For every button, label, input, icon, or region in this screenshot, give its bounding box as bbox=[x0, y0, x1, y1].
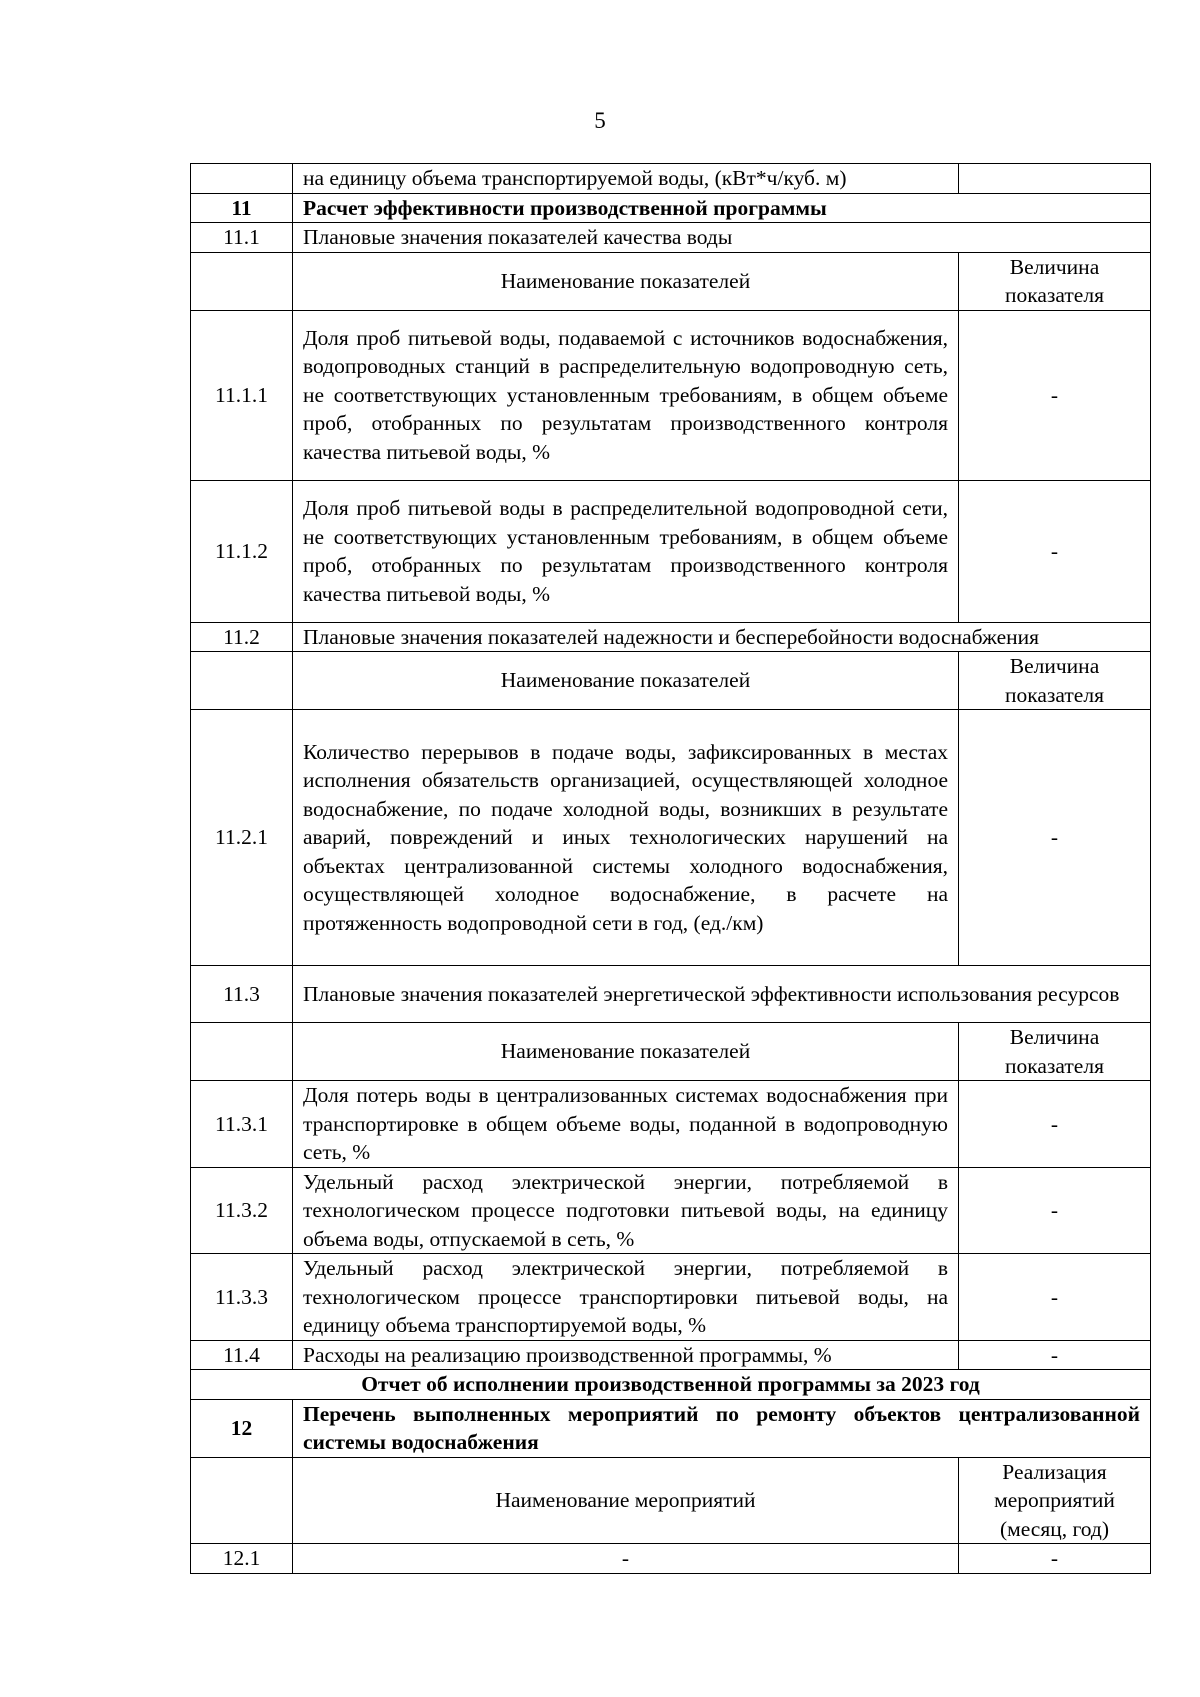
row-number bbox=[191, 1023, 293, 1081]
row-number: 11 bbox=[191, 193, 293, 223]
table-row bbox=[191, 310, 1151, 480]
table-row bbox=[191, 1370, 1151, 1400]
column-header-value: Величина показателя bbox=[959, 252, 1151, 310]
row-number: 11.3 bbox=[191, 966, 293, 1023]
column-header-name: Наименование показателей bbox=[293, 652, 959, 710]
section-title: Перечень выполненных мероприятий по ремонту объектов централизованной системы водоснабжения bbox=[293, 1399, 1151, 1457]
indicator-name: Количество перерывов в подаче воды, зафиксированных в местах исполнения обязательств организацией, осуществляющей холодное водоснабжение, по подаче холодной воды, возникших в результате аварий, повреждений и иных технологических нарушений на объектах централизованной системы холодного водоснабжения, осуществляющей холодное водоснабжение, в расчете на протяженность водопроводной сети в год, (ед./км) bbox=[293, 710, 959, 966]
section-title: Расчет эффективности производственной программы bbox=[293, 193, 1151, 223]
indicator-name: Доля проб питьевой воды, подаваемой с источников водоснабжения, водопроводных станций в распределительную водопроводную сеть, не соответствующих установленным требованиям, в общем объеме проб, отобранных по результатам производственного контроля качества питьевой воды, % bbox=[293, 310, 959, 480]
table-row bbox=[191, 1457, 1151, 1544]
indicator-value: - bbox=[959, 1081, 1151, 1168]
table-row bbox=[191, 1254, 1151, 1341]
row-number: 11.3.3 bbox=[191, 1254, 293, 1341]
report-title: Отчет об исполнении производственной программы за 2023 год bbox=[191, 1370, 1151, 1400]
row-number: 11.1.1 bbox=[191, 310, 293, 480]
row-number: 12.1 bbox=[191, 1544, 293, 1574]
table-row bbox=[191, 193, 1151, 223]
table-row bbox=[191, 1167, 1151, 1254]
indicator-value: - bbox=[959, 1340, 1151, 1370]
row-number: 11.1.2 bbox=[191, 480, 293, 622]
indicator-name: Расходы на реализацию производственной программы, % bbox=[293, 1340, 959, 1370]
row-number bbox=[191, 652, 293, 710]
row-number: 12 bbox=[191, 1399, 293, 1457]
column-header-name: Наименование показателей bbox=[293, 252, 959, 310]
subsection-title: Плановые значения показателей энергетической эффективности использования ресурсов bbox=[293, 966, 1151, 1023]
indicator-name: Удельный расход электрической энергии, потребляемой в технологическом процессе подготовки питьевой воды, на единицу объема воды, отпускаемой в сеть, % bbox=[293, 1167, 959, 1254]
row-number bbox=[191, 252, 293, 310]
indicator-name: Доля потерь воды в централизованных системах водоснабжения при транспортировке в общем объеме воды, поданной в водопроводную сеть, % bbox=[293, 1081, 959, 1168]
indicator-value: - bbox=[959, 1167, 1151, 1254]
indicator-name: Доля проб питьевой воды в распределительной водопроводной сети, не соответствующих установленным требованиям, в общем объеме проб, отобранных по результатам производственного контроля качества питьевой воды, % bbox=[293, 480, 959, 622]
indicator-name: на единицу объема транспортируемой воды, (кВт*ч/куб. м) bbox=[293, 164, 959, 194]
indicator-value: - bbox=[959, 480, 1151, 622]
row-number: 11.2.1 bbox=[191, 710, 293, 966]
table-row bbox=[191, 622, 1151, 652]
indicator-value: - bbox=[959, 310, 1151, 480]
indicator-value: - bbox=[959, 1544, 1151, 1574]
row-number: 11.3.1 bbox=[191, 1081, 293, 1168]
table-row bbox=[191, 164, 1151, 194]
table-row bbox=[191, 1544, 1151, 1574]
table-row bbox=[191, 1399, 1151, 1457]
table-row bbox=[191, 966, 1151, 1023]
indicator-name: Удельный расход электрической энергии, потребляемой в технологическом процессе транспортировки питьевой воды, на единицу объема транспортируемой воды, % bbox=[293, 1254, 959, 1341]
column-header-value: Реализация мероприятий (месяц, год) bbox=[959, 1457, 1151, 1544]
table-row bbox=[191, 1023, 1151, 1081]
row-number: 11.2 bbox=[191, 622, 293, 652]
row-number bbox=[191, 164, 293, 194]
table-row bbox=[191, 652, 1151, 710]
column-header-name: Наименование мероприятий bbox=[293, 1457, 959, 1544]
row-number: 11.1 bbox=[191, 223, 293, 253]
column-header-name: Наименование показателей bbox=[293, 1023, 959, 1081]
subsection-title: Плановые значения показателей качества воды bbox=[293, 223, 1151, 253]
indicator-value: - bbox=[959, 710, 1151, 966]
indicator-name: - bbox=[293, 1544, 959, 1574]
indicators-table bbox=[190, 163, 1151, 1574]
column-header-value: Величина показателя bbox=[959, 1023, 1151, 1081]
table-row bbox=[191, 710, 1151, 966]
table-row bbox=[191, 252, 1151, 310]
page-number: 5 bbox=[594, 108, 606, 133]
table-row bbox=[191, 1081, 1151, 1168]
subsection-title: Плановые значения показателей надежности и бесперебойности водоснабжения bbox=[293, 622, 1151, 652]
table-row bbox=[191, 223, 1151, 253]
column-header-value: Величина показателя bbox=[959, 652, 1151, 710]
row-number: 11.4 bbox=[191, 1340, 293, 1370]
table-row bbox=[191, 480, 1151, 622]
indicator-value bbox=[959, 164, 1151, 194]
indicator-value: - bbox=[959, 1254, 1151, 1341]
row-number: 11.3.2 bbox=[191, 1167, 293, 1254]
table-row bbox=[191, 1340, 1151, 1370]
row-number bbox=[191, 1457, 293, 1544]
